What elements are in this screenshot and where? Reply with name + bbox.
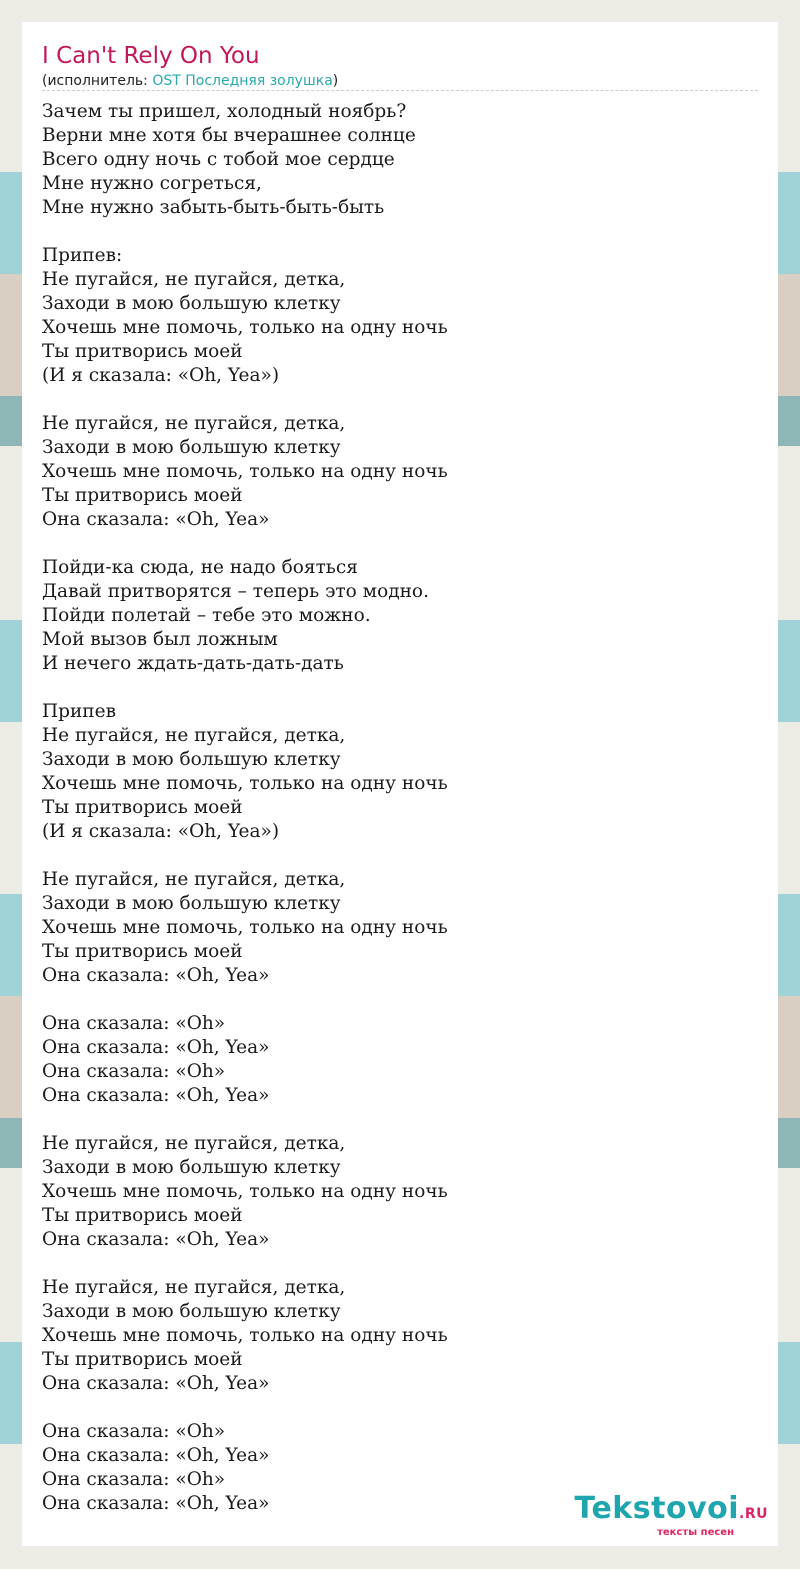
divider bbox=[42, 90, 758, 91]
artist-line bbox=[42, 72, 338, 90]
song-title: I Can't Rely On You bbox=[42, 43, 260, 69]
lyrics-card bbox=[22, 22, 778, 1546]
logo-tagline: тексты песен bbox=[657, 1527, 734, 1538]
site-logo[interactable] bbox=[574, 1493, 768, 1538]
lyrics-text: Зачем ты пришел, холодный ноябрь? Верни мне хотя бы вчерашнее солнце Всего одну ночь с тобой мое сердце Мне нужно согреться, Мне нужно забыть-быть-быть-быть Припев: Не пугайся, не пугайся, детка, Заходи в мою большую клетку Хочешь мне помочь, только на одну ночь Ты притворись моей (И я сказала: «Oh, Yea») Не пугайся, не пугайся, детка, Заходи в мою большую клетку Хочешь мне помочь, только на одну ночь Ты притворись моей Она сказала: «Oh, Yea» Пойди-ка сюда, не надо бояться Давай притворятся – теперь это модно. Пойди полетай – тебе это можно. Мой вызов был ложным И нечего ждать-дать-дать-дать Припев Не пугайся, не пугайся, детка, Заходи в мою большую клетку Хочешь мне помочь, только на одну ночь Ты притворись моей (И я сказала: «Oh, Yea») Не пугайся, не пугайся, детка, Заходи в мою большую клетку Хочешь мне помочь, только на одну ночь Ты притворись моей Она сказала: «Oh, Yea» Она сказала: «Oh» Она сказала: «Oh, Yea» Она сказала: «Oh» Она сказала: «Oh, Yea» Не пугайся, не пугайся, детка, Заходи в мою большую клетку Хочешь мне помочь, только на одну ночь Ты притворись моей Она сказала: «Oh, Yea» Не пугайся, не пугайся, детка, Заходи в мою большую клетку Хочешь мне помочь, только на одну ночь Ты притворись моей Она сказала: «Oh, Yea» Она сказала: «Oh» Она сказала: «Oh, Yea» Она сказала: «Oh» Она сказала: «Oh, Yea» bbox=[42, 101, 448, 1514]
artist-suffix: ) bbox=[332, 73, 339, 89]
logo-name: Tekstovoi bbox=[574, 1491, 740, 1526]
logo-tld: .RU bbox=[739, 1506, 768, 1522]
logo-wordmark bbox=[574, 1493, 768, 1530]
artist-prefix: (исполнитель: bbox=[42, 73, 153, 89]
artist-link[interactable]: OST Последняя золушка bbox=[152, 73, 333, 89]
